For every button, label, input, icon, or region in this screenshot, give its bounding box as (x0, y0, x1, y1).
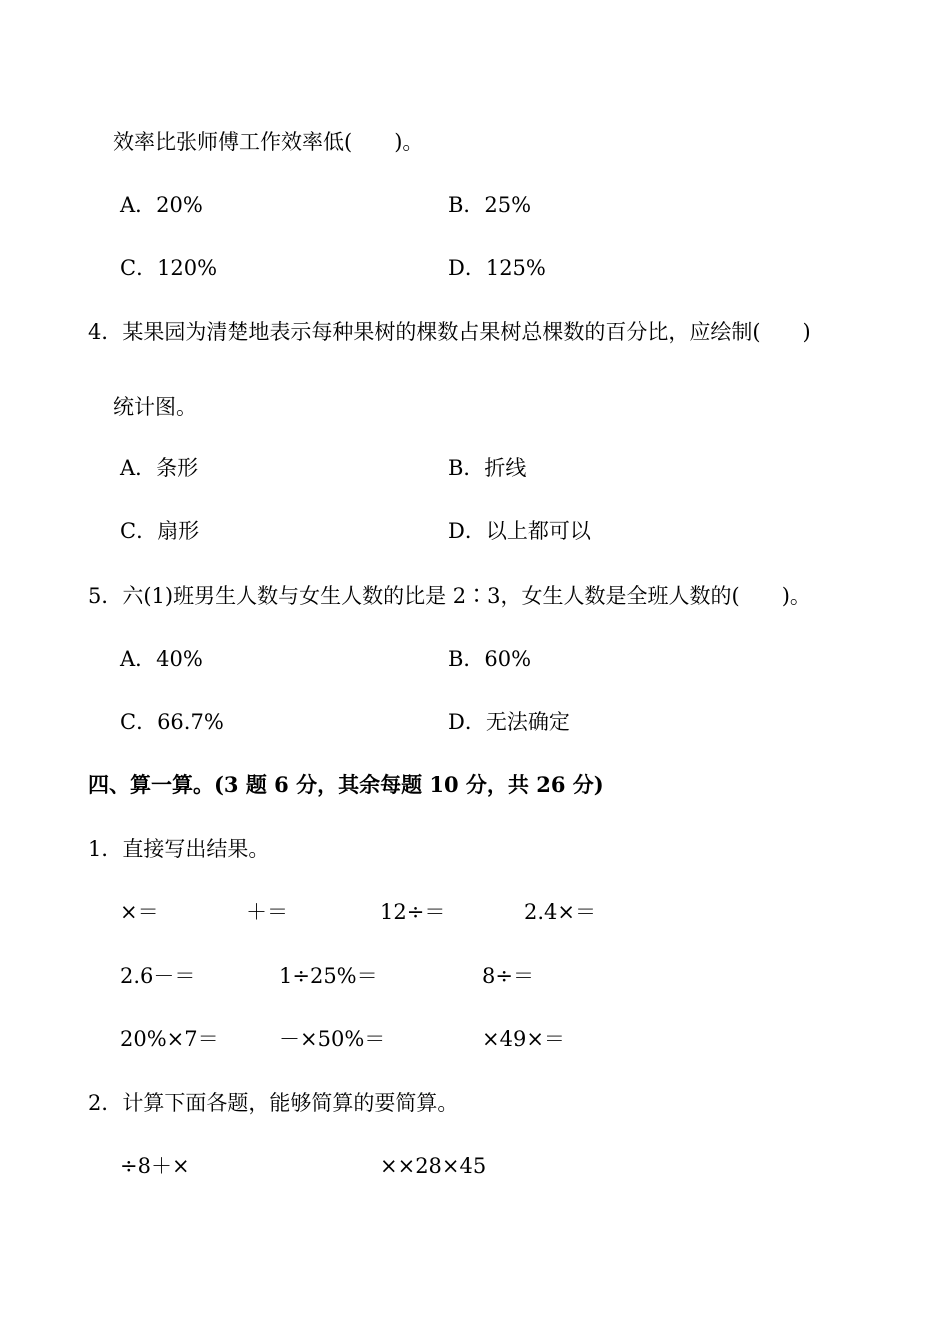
s4-q1-r1c2: ＋＝ (246, 900, 288, 924)
q3-option-d: D．125% (448, 256, 546, 280)
s4-q2-text: 2．计算下面各题，能够简算的要简算。 (88, 1091, 459, 1115)
s4-q1-r3c1: 20%×7＝ (120, 1027, 219, 1051)
q3-continuation: 效率比张师傅工作效率低( )。 (113, 130, 424, 154)
s4-q1-r3c2: －×50%＝ (279, 1027, 386, 1051)
s4-q1-text: 1．直接写出结果。 (88, 837, 270, 861)
s4-q1-r2c2: 1÷25%＝ (279, 964, 378, 988)
q5-option-c: C．66.7% (120, 710, 224, 734)
s4-q2-item1: ÷8＋× (120, 1154, 190, 1178)
q4-option-b: B．折线 (448, 456, 527, 480)
q5-option-a: A．40% (120, 647, 203, 671)
s4-q2-item2: ××28×45 (380, 1154, 487, 1178)
s4-q1-r3c3: ×49×＝ (482, 1027, 565, 1051)
q4-text-line2: 统计图。 (113, 395, 197, 419)
s4-q1-r1c1: ×＝ (120, 900, 159, 924)
q5-text: 5．六(1)班男生人数与女生人数的比是 2∶3，女生人数是全班人数的( )。 (88, 584, 811, 608)
q5-option-b: B．60% (448, 647, 532, 671)
q4-text-line1: 4．某果园为清楚地表示每种果树的棵数占果树总棵数的百分比，应绘制( ) (88, 320, 811, 344)
q3-option-a: A．20% (120, 193, 203, 217)
q5-option-d: D．无法确定 (448, 710, 570, 734)
section-4-heading: 四、算一算。(3 题 6 分，其余每题 10 分，共 26 分) (88, 772, 604, 797)
s4-q1-r2c3: 8÷＝ (482, 964, 534, 988)
q3-option-c: C．120% (120, 256, 218, 280)
q4-option-c: C．扇形 (120, 519, 200, 543)
q3-option-b: B．25% (448, 193, 532, 217)
q4-option-a: A．条形 (120, 456, 199, 480)
q4-option-d: D．以上都可以 (448, 519, 591, 543)
s4-q1-r2c1: 2.6－＝ (120, 964, 196, 988)
s4-q1-r1c4: 2.4×＝ (524, 900, 596, 924)
s4-q1-r1c3: 12÷＝ (380, 900, 446, 924)
